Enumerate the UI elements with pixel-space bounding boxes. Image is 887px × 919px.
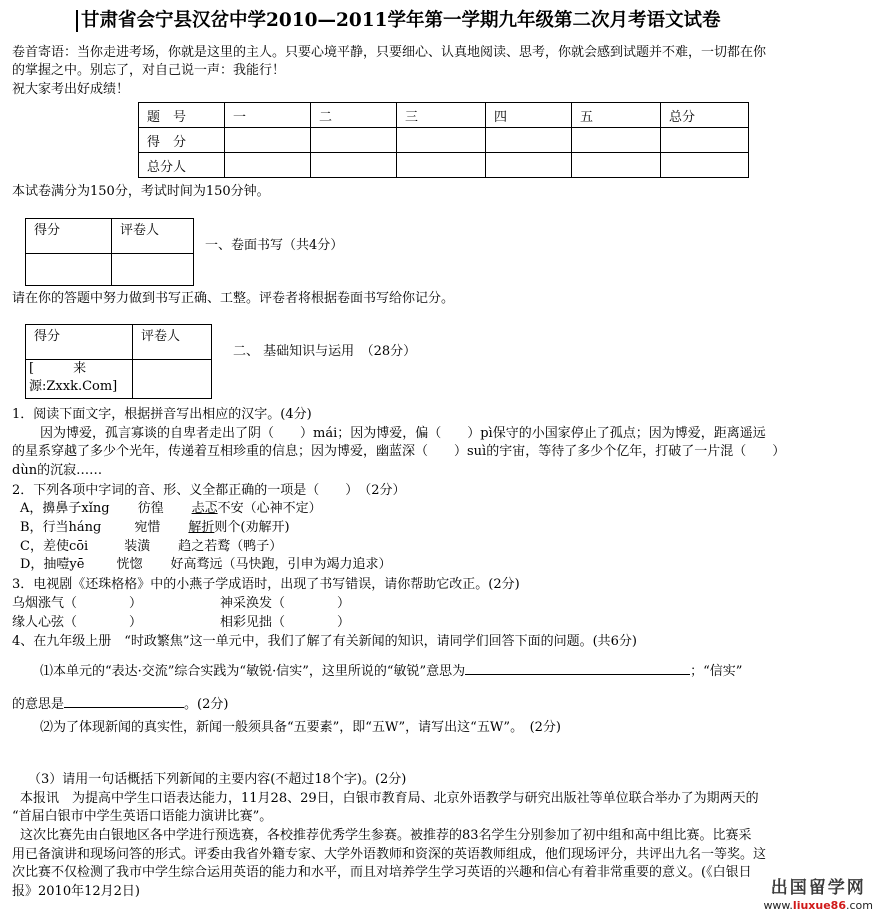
score-table (138, 102, 749, 178)
q4-part-1: ⑴本单元的“表达·交流”综合实践为“敏锐·信实”，这里所说的“敏锐”意思为 ；“信实” (40, 660, 742, 681)
q1-stem: 1．阅读下面文字，根据拼音写出相应的汉字。(4分) (12, 407, 312, 422)
score-table-header-row (139, 103, 749, 128)
table-cell[interactable] (572, 128, 661, 153)
q2-option-c[interactable]: C，差使cōi 装潢 趋之若鹜（鸭子） (20, 539, 283, 554)
q4-part-1-meaning: 的意思是 。(2分) (12, 693, 228, 714)
table-row-label: 总分人 (139, 153, 225, 178)
grader-cell[interactable] (112, 254, 194, 286)
q3-item[interactable]: 神采涣发（ ） (220, 596, 351, 611)
watermark-url: www.liuxue86.com (763, 899, 873, 912)
q3-stem: 3．电视剧《还珠格格》中的小燕子学成语时，出现了书写错误，请你帮助它改正。(2分) (12, 577, 520, 592)
page-title: 甘肃省会宁县汉岔中学2010—2011学年第一学期九年级第二次月考语文试卷 (76, 10, 720, 32)
table-header-cell: 题 号 (139, 103, 225, 128)
score-cell[interactable] (26, 254, 112, 286)
q3-item[interactable]: 相彩见拙（ ） (220, 615, 351, 630)
table-cell[interactable] (486, 128, 572, 153)
q4-stem: 4、在九年级上册 “时政繁焦”这一单元中，我们了解了有关新闻的知识，请同学们回答下面的问题。(共6分) (12, 634, 637, 649)
preface-line-3: 祝大家考出好成绩！ (12, 82, 130, 97)
q4-part-2: ⑵为了体现新闻的真实性，新闻一般须具备“五要素”，即“五W”，请写出这“五W”。 (2分) (40, 720, 561, 735)
section-1-instruction: 请在你的答题中努力做到书写正确、工整。评卷者将根据卷面书写给你记分。 (12, 291, 455, 306)
table-cell[interactable] (572, 153, 661, 178)
table-header-cell: 一 (225, 103, 311, 128)
preface-line-1: 卷首寄语：当你走进考场，你就是这里的主人。只要心境平静，只要细心、认真地阅读、思考，你就会感到试题并不难，一切都在你 (12, 45, 767, 60)
q2-option-d[interactable]: D，抽噎yē 恍惚 好高骛远（马快跑，引申为竭力追求） (20, 557, 392, 572)
table-header-cell: 总分 (661, 103, 749, 128)
grader-box-1 (25, 218, 194, 286)
section-2-title: 二、 基础知识与运用 （28分） (233, 344, 417, 359)
q1-text-line-2: 的星系穿越了多少个光年，传递着互相珍重的信息；因为博爱，幽蓝深（ ）suì的宇宙，等待了多少个亿年，打破了一片混（ ） (12, 444, 786, 459)
table-header-cell: 三 (397, 103, 486, 128)
q1-text-line-1: 因为博爱，孤言寡谈的自卑者走出了阴（ ）mái；因为博爱，偏（ ）pì保守的小国家停止了孤点；因为博爱，距离遥远 (40, 426, 766, 441)
q2-option-b[interactable]: B，行当hánɡ 宛惜 解折则个(劝解开) (20, 520, 290, 535)
table-row-label: 得 分 (139, 128, 225, 153)
q1-text-line-3: dùn的沉寂…… (12, 463, 103, 478)
score-label: 得分 (26, 219, 112, 254)
news-line: 本报讯 为提高中学生口语表达能力，11月28、29日，白银市教育局、北京外语教学与研究出版社等单位联合举办了为期两天的 (20, 791, 759, 806)
score-label: 得分 (26, 325, 133, 360)
news-line: 报》2010年12月2日) (12, 884, 140, 899)
score-table-row (139, 153, 749, 178)
news-line: 这次比赛先由白银地区各中学进行预选赛，各校推荐优秀学生参赛。被推荐的83名学生分别参加了初中组和高中组比赛。比赛采 (20, 828, 752, 843)
answer-blank[interactable] (465, 660, 690, 675)
grader-label: 评卷人 (112, 219, 194, 254)
news-line: 次比赛不仅检测了我市中学生综合运用英语的能力和水平，而且对培养学生学习英语的兴趣和信心有着非常重要的意义。(《白银日 (12, 865, 752, 880)
grader-label: 评卷人 (133, 325, 212, 360)
q2-stem: 2．下列各项中字词的音、形、义全都正确的一项是（ ） （2分） (12, 483, 406, 498)
news-line: 用已备演讲和现场问答的形式。评委由我省外籍专家、大学外语教师和资深的英语教师组成，他们现场评分，共评出九名一等奖。这 (12, 847, 767, 862)
grader-cell[interactable] (133, 360, 212, 399)
watermark-name: 出国留学网 (770, 878, 866, 898)
answer-blank[interactable] (64, 693, 184, 708)
table-header-cell: 五 (572, 103, 661, 128)
q2-option-a[interactable]: A，擤鼻子xǐng 彷徨 忐忑不安（心神不定） (20, 501, 322, 516)
table-cell[interactable] (661, 153, 749, 178)
table-cell[interactable] (311, 128, 397, 153)
table-header-cell: 二 (311, 103, 397, 128)
table-cell[interactable] (661, 128, 749, 153)
table-cell[interactable] (486, 153, 572, 178)
zxxk-source-note: [ 来源:Zxxk.Com] (26, 360, 133, 399)
table-cell[interactable] (311, 153, 397, 178)
score-table-row (139, 128, 749, 153)
grader-box-2 (25, 324, 212, 399)
table-header-cell: 四 (486, 103, 572, 128)
q3-item[interactable]: 缘人心弦（ ） (12, 615, 143, 630)
section-1-title: 一、卷面书写（共4分） (205, 238, 344, 253)
exam-info: 本试卷满分为150分，考试时间为150分钟。 (12, 184, 270, 199)
table-cell[interactable] (397, 128, 486, 153)
news-line: “首届白银市中学生英语口语能力演讲比赛”。 (12, 809, 273, 824)
preface-line-2: 的掌握之中。别忘了，对自己说一声：我能行！ (12, 63, 286, 78)
q4-part-3: （3）请用一句话概括下列新闻的主要内容(不超过18个字)。(2分) (28, 772, 407, 787)
table-cell[interactable] (397, 153, 486, 178)
table-cell[interactable] (225, 153, 311, 178)
site-watermark (763, 879, 873, 915)
q3-item[interactable]: 乌烟涨气（ ） (12, 596, 143, 611)
table-cell[interactable] (225, 128, 311, 153)
